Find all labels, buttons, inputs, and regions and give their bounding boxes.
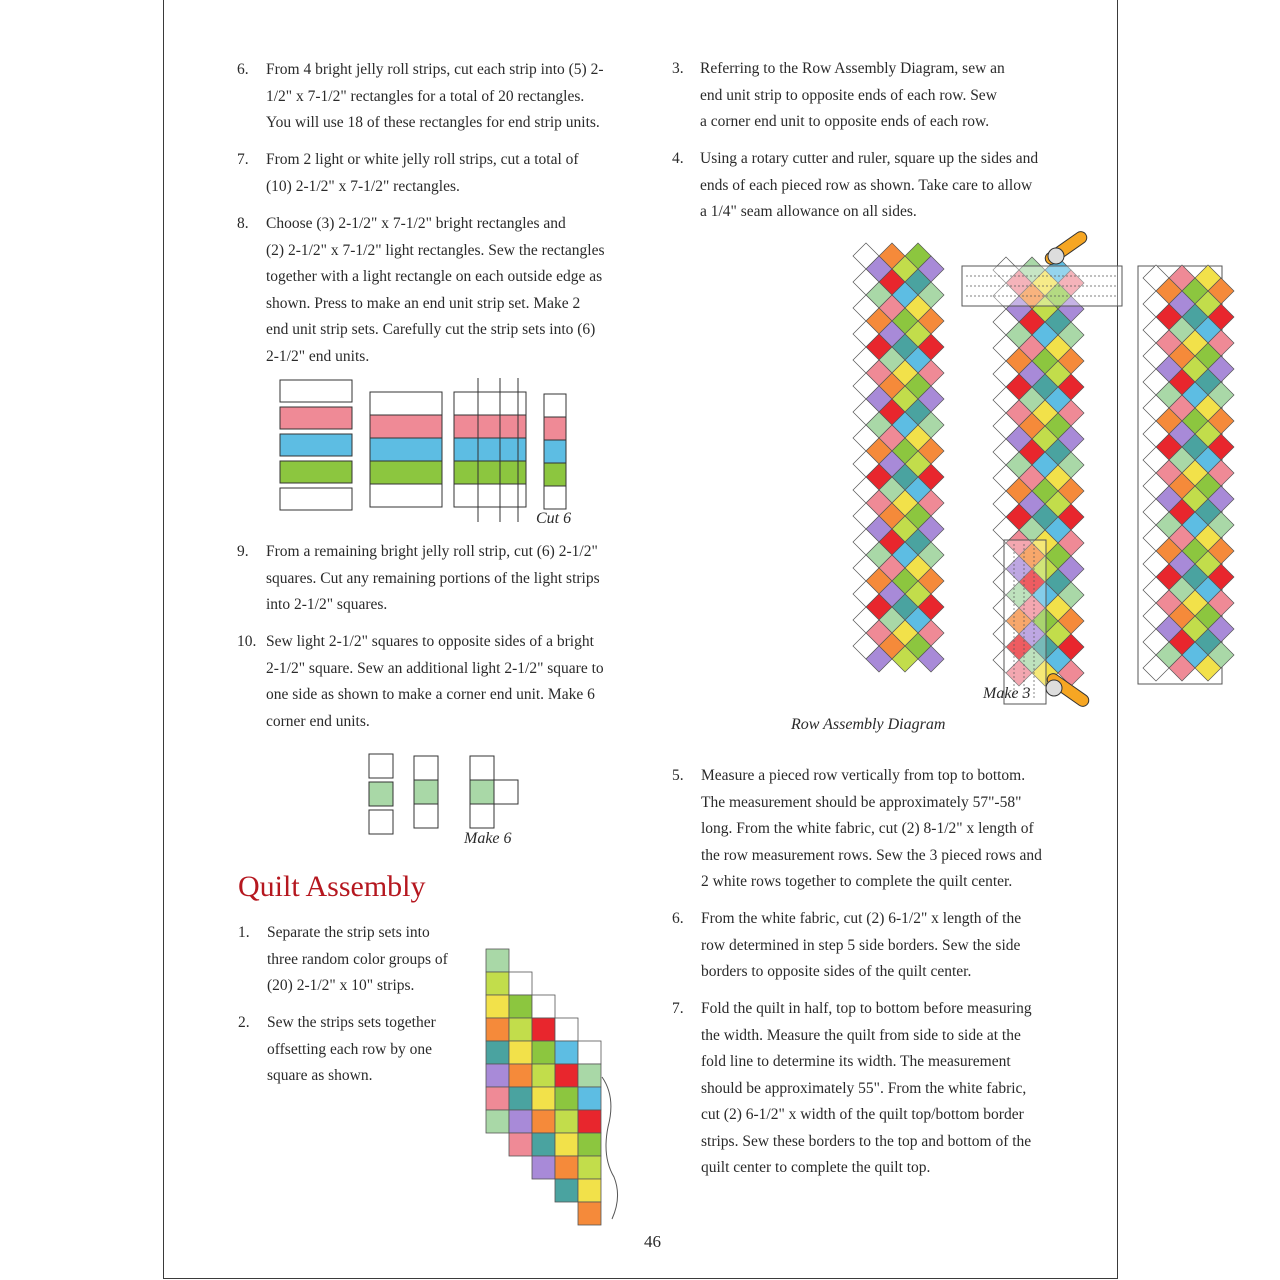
end-unit-square bbox=[544, 417, 566, 440]
step-line: You will use 18 of these rectangles for end strip units. bbox=[266, 114, 600, 131]
ruler-bottom bbox=[1004, 540, 1046, 704]
quilt-square bbox=[509, 972, 532, 995]
step-line: should be approximately 55". From the white fabric, bbox=[701, 1079, 1027, 1097]
light-square bbox=[414, 804, 438, 828]
end-unit-square bbox=[544, 463, 566, 486]
quilt-square bbox=[486, 1087, 509, 1110]
end-unit-square bbox=[544, 440, 566, 463]
quilt-square bbox=[509, 1064, 532, 1087]
quilt-square bbox=[555, 1179, 578, 1202]
cut-strip bbox=[454, 392, 526, 415]
step-line: Sew light 2-1/2" squares to opposite sides of a bright bbox=[266, 633, 594, 650]
step-line: Referring to the Row Assembly Diagram, sew an bbox=[700, 60, 1005, 77]
cut-strip bbox=[454, 415, 526, 438]
quilt-square bbox=[532, 1018, 555, 1041]
quilt-square bbox=[555, 1064, 578, 1087]
sewn-strip bbox=[370, 415, 442, 438]
step-number: 6. bbox=[672, 910, 684, 927]
step-number: 2. bbox=[238, 1014, 250, 1031]
step-line: (10) 2-1/2" x 7-1/2" rectangles. bbox=[266, 177, 460, 195]
step-line: Fold the quilt in half, top to bottom before measuring bbox=[701, 1000, 1032, 1017]
step-number: 10. bbox=[237, 633, 257, 650]
quilt-square bbox=[578, 1087, 601, 1110]
step-number: 7. bbox=[672, 1000, 684, 1017]
quilt-square bbox=[532, 1156, 555, 1179]
step-line: one side as shown to make a corner end unit. Make 6 bbox=[266, 686, 595, 703]
quilt-square bbox=[532, 1064, 555, 1087]
strip-set-diagram bbox=[278, 378, 608, 528]
step-line: squares. Cut any remaining portions of the light strips bbox=[266, 569, 600, 587]
light-square bbox=[414, 756, 438, 780]
cut-edge bbox=[602, 1077, 618, 1219]
step-line: Using a rotary cutter and ruler, square up the sides and bbox=[700, 150, 1039, 167]
quilt-square bbox=[578, 1041, 601, 1064]
step-number: 3. bbox=[672, 60, 684, 77]
step-number: 1. bbox=[238, 924, 250, 941]
cut-strip bbox=[454, 438, 526, 461]
offset-strips-diagram bbox=[484, 947, 644, 1227]
step-line: row determined in step 5 side borders. Sew the side bbox=[701, 936, 1021, 954]
quilt-square bbox=[509, 1133, 532, 1156]
quilt-square bbox=[509, 1110, 532, 1133]
cut-strip bbox=[454, 461, 526, 484]
light-square bbox=[369, 754, 393, 778]
quilt-square bbox=[486, 1041, 509, 1064]
step-line: a 1/4" seam allowance on all sides. bbox=[700, 203, 917, 220]
step-line: Choose (3) 2-1/2" x 7-1/2" bright rectangles and bbox=[266, 215, 566, 232]
cut-strip bbox=[454, 484, 526, 507]
quilt-square bbox=[578, 1110, 601, 1133]
quilt-square bbox=[509, 1041, 532, 1064]
step-line: long. From the white fabric, cut (2) 8-1/2" x length of bbox=[701, 820, 1034, 837]
step-line: square as shown. bbox=[267, 1067, 373, 1084]
bright-square bbox=[369, 782, 393, 806]
end-unit-square bbox=[544, 394, 566, 417]
cut-caption: Cut 6 bbox=[536, 510, 572, 527]
quilt-square bbox=[555, 1133, 578, 1156]
step-line: From 2 light or white jelly roll strips, cut a total of bbox=[266, 151, 579, 168]
quilt-square bbox=[578, 1064, 601, 1087]
quilt-square bbox=[509, 1087, 532, 1110]
step-line: strips. Sew these borders to the top and bottom of the bbox=[701, 1132, 1032, 1150]
rotary-cutter-blade bbox=[1048, 248, 1064, 264]
step-line: the row measurement rows. Sew the 3 pieced rows and bbox=[701, 846, 1042, 864]
step-line: together with a light rectangle on each outside edge as bbox=[266, 268, 603, 285]
step-number: 5. bbox=[672, 767, 684, 784]
strip-rect bbox=[280, 407, 352, 429]
step-line: The measurement should be approximately 57"-58" bbox=[701, 793, 1022, 811]
sewn-strip bbox=[370, 438, 442, 461]
quilt-square bbox=[578, 1133, 601, 1156]
step-line: From a remaining bright jelly roll strip, cut (6) 2-1/2" bbox=[266, 543, 598, 560]
book-page bbox=[163, 0, 1118, 1279]
bright-square bbox=[414, 780, 438, 804]
step-line: Separate the strip sets into bbox=[267, 924, 430, 941]
quilt-square bbox=[486, 995, 509, 1018]
quilt-square bbox=[509, 1018, 532, 1041]
quilt-square bbox=[578, 1156, 601, 1179]
step-line: 2-1/2" square. Sew an additional light 2-1/2" square to bbox=[266, 659, 604, 677]
quilt-square bbox=[578, 1179, 601, 1202]
rotary-cutter-blade bbox=[1046, 680, 1062, 696]
make3-caption: Make 3 bbox=[983, 685, 1031, 702]
step-line: 2 white rows together to complete the quilt center. bbox=[701, 873, 1013, 890]
quilt-square bbox=[486, 1110, 509, 1133]
light-square bbox=[369, 810, 393, 834]
sewn-strip bbox=[370, 461, 442, 484]
bright-square bbox=[470, 780, 494, 804]
step-line: fold line to determine its width. The measurement bbox=[701, 1053, 1011, 1070]
make6-caption: Make 6 bbox=[464, 830, 512, 847]
step-line: end unit strip to opposite ends of each row. Sew bbox=[700, 86, 997, 104]
quilt-square bbox=[578, 1202, 601, 1225]
step-line: (2) 2-1/2" x 7-1/2" light rectangles. Sew the rectangles bbox=[266, 241, 605, 259]
light-square bbox=[470, 804, 494, 828]
step-number: 6. bbox=[237, 61, 249, 78]
step-line: a corner end unit to opposite ends of each row. bbox=[700, 113, 990, 130]
step-line: 1/2" x 7-1/2" rectangles for a total of 20 rectangles. bbox=[266, 87, 585, 105]
step-line: offsetting each row by one bbox=[267, 1040, 432, 1058]
corner-unit-diagram bbox=[368, 754, 528, 834]
quilt-square bbox=[486, 972, 509, 995]
quilt-square bbox=[555, 1041, 578, 1064]
step-line: end unit strip sets. Carefully cut the strip sets into (6) bbox=[266, 321, 596, 338]
step-number: 8. bbox=[237, 215, 249, 232]
step-line: borders to opposite sides of the quilt center. bbox=[701, 963, 972, 980]
quilt-square bbox=[486, 1064, 509, 1087]
quilt-square bbox=[509, 995, 532, 1018]
sewn-strip bbox=[370, 484, 442, 507]
step-line: quilt center to complete the quilt top. bbox=[701, 1159, 931, 1176]
strip-rect bbox=[280, 461, 352, 483]
light-square bbox=[494, 780, 518, 804]
quilt-square bbox=[532, 1041, 555, 1064]
step-line: corner end units. bbox=[266, 712, 370, 730]
row-assembly-diagram bbox=[686, 236, 1076, 706]
step-line: Measure a pieced row vertically from top to bottom. bbox=[701, 767, 1026, 784]
quilt-square bbox=[532, 995, 555, 1018]
step-number: 9. bbox=[237, 543, 249, 560]
sewn-strip bbox=[370, 392, 442, 415]
quilt-square bbox=[555, 1018, 578, 1041]
quilt-square bbox=[532, 1133, 555, 1156]
strip-rect bbox=[280, 380, 352, 402]
step-line: cut (2) 6-1/2" x width of the quilt top/bottom border bbox=[701, 1106, 1024, 1123]
step-number: 4. bbox=[672, 150, 684, 167]
step-line: ends of each pieced row as shown. Take care to allow bbox=[700, 176, 1033, 194]
light-square bbox=[470, 756, 494, 780]
step-line: 2-1/2" end units. bbox=[266, 347, 370, 365]
step-line: three random color groups of bbox=[267, 950, 448, 968]
end-unit-square bbox=[544, 486, 566, 509]
step-line: Sew the strips sets together bbox=[267, 1014, 436, 1031]
step-line: (20) 2-1/2" x 10" strips. bbox=[267, 977, 415, 994]
step-number: 7. bbox=[237, 151, 249, 168]
quilt-square bbox=[555, 1087, 578, 1110]
step-line: into 2-1/2" squares. bbox=[266, 596, 388, 613]
quilt-square bbox=[486, 949, 509, 972]
quilt-square bbox=[532, 1110, 555, 1133]
step-line: shown. Press to make an end unit strip set. Make 2 bbox=[266, 294, 581, 312]
page-number: 46 bbox=[644, 1232, 661, 1251]
quilt-square bbox=[486, 1018, 509, 1041]
step-line: the width. Measure the quilt from side to side at the bbox=[701, 1026, 1021, 1044]
strip-rect bbox=[280, 434, 352, 456]
quilt-square bbox=[555, 1156, 578, 1179]
row-assembly-caption: Row Assembly Diagram bbox=[791, 716, 946, 733]
step-line: From the white fabric, cut (2) 6-1/2" x length of the bbox=[701, 910, 1022, 927]
quilt-assembly-title: Quilt Assembly bbox=[238, 870, 426, 903]
quilt-square bbox=[555, 1110, 578, 1133]
step-line: From 4 bright jelly roll strips, cut each strip into (5) 2- bbox=[266, 61, 604, 78]
quilt-square bbox=[532, 1087, 555, 1110]
strip-rect bbox=[280, 488, 352, 510]
